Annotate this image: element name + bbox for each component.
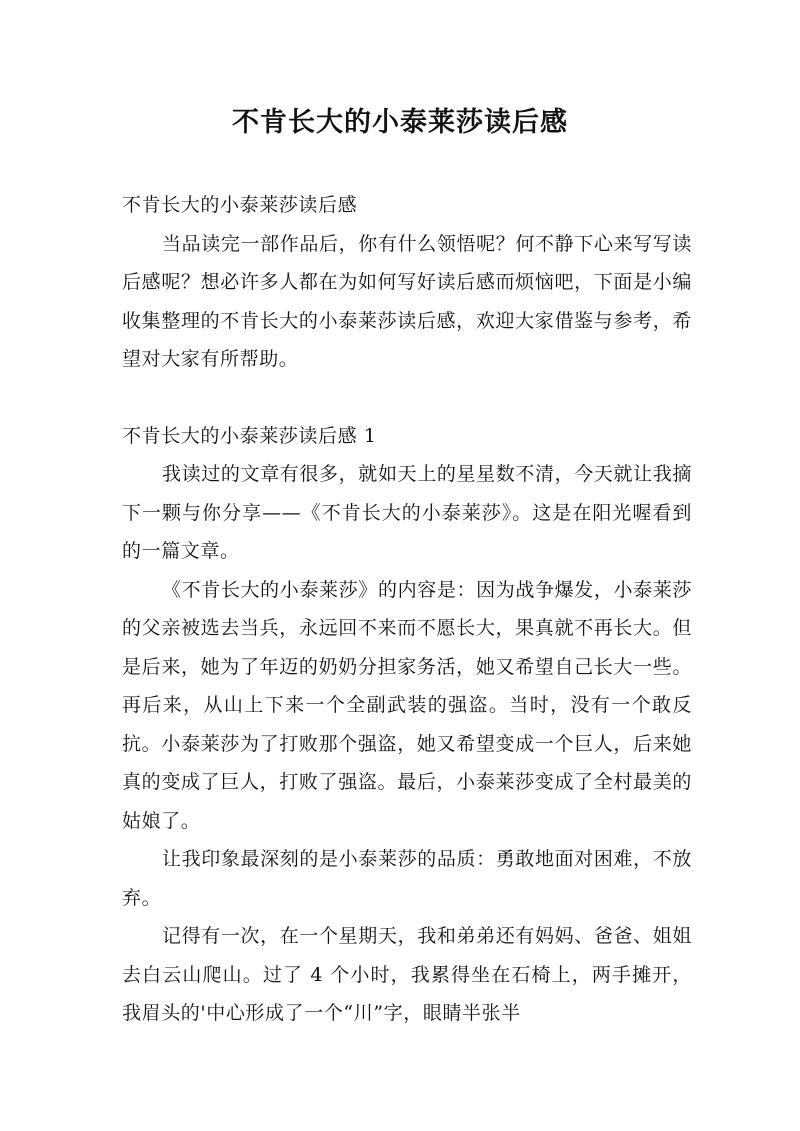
body-paragraph: 《不肯长大的小泰莱莎》的内容是：因为战争爆发，小泰莱莎的父亲被选去当兵，永远回不来而不愿长大，果真就不再长大。但是后来，她为了年迈的奶奶分担家务活，她又希望自己长大一些。再后来，从山上下来一个全副武装的强盗。当时，没有一个敢反抗。小泰莱莎为了打败那个强盗，她又希望变成一个巨人，后来她真的变成了巨人，打败了强盗。最后，小泰莱莎变成了全村最美的姑娘了。 — [122, 578, 692, 832]
document-body — [122, 186, 692, 1033]
document-title: 不肯长大的小泰莱莎读后感 — [232, 107, 568, 138]
body-paragraph: 我读过的文章有很多，就如天上的星星数不清，今天就让我摘下一颗与你分享——《不肯长大的小泰莱莎》。这是在阳光喔看到的一篇文章。 — [122, 463, 692, 562]
section-spacer — [122, 379, 692, 417]
body-paragraph: 记得有一次，在一个星期天，我和弟弟还有妈妈、爸爸、姐姐去白云山爬山。过了 4 个小时，我累得坐在石椅上，两手摊开，我眉头的'中心形成了一个“川”字，眼睛半张半 — [122, 925, 692, 1024]
intro-heading: 不肯长大的小泰莱莎读后感 — [122, 194, 358, 216]
intro-paragraph: 当品读完一部作品后，你有什么领悟呢？何不静下心来写写读后感呢？想必许多人都在为如何写好读后感而烦恼吧，下面是小编收集整理的不肯长大的小泰莱莎读后感，欢迎大家借鉴与参考，希望对大家有所帮助。 — [122, 232, 692, 370]
section-heading: 不肯长大的小泰莱莎读后感 1 — [122, 424, 377, 447]
body-paragraph: 让我印象最深刻的是小泰莱莎的品质：勇敢地面对困难，不放弃。 — [122, 848, 692, 909]
